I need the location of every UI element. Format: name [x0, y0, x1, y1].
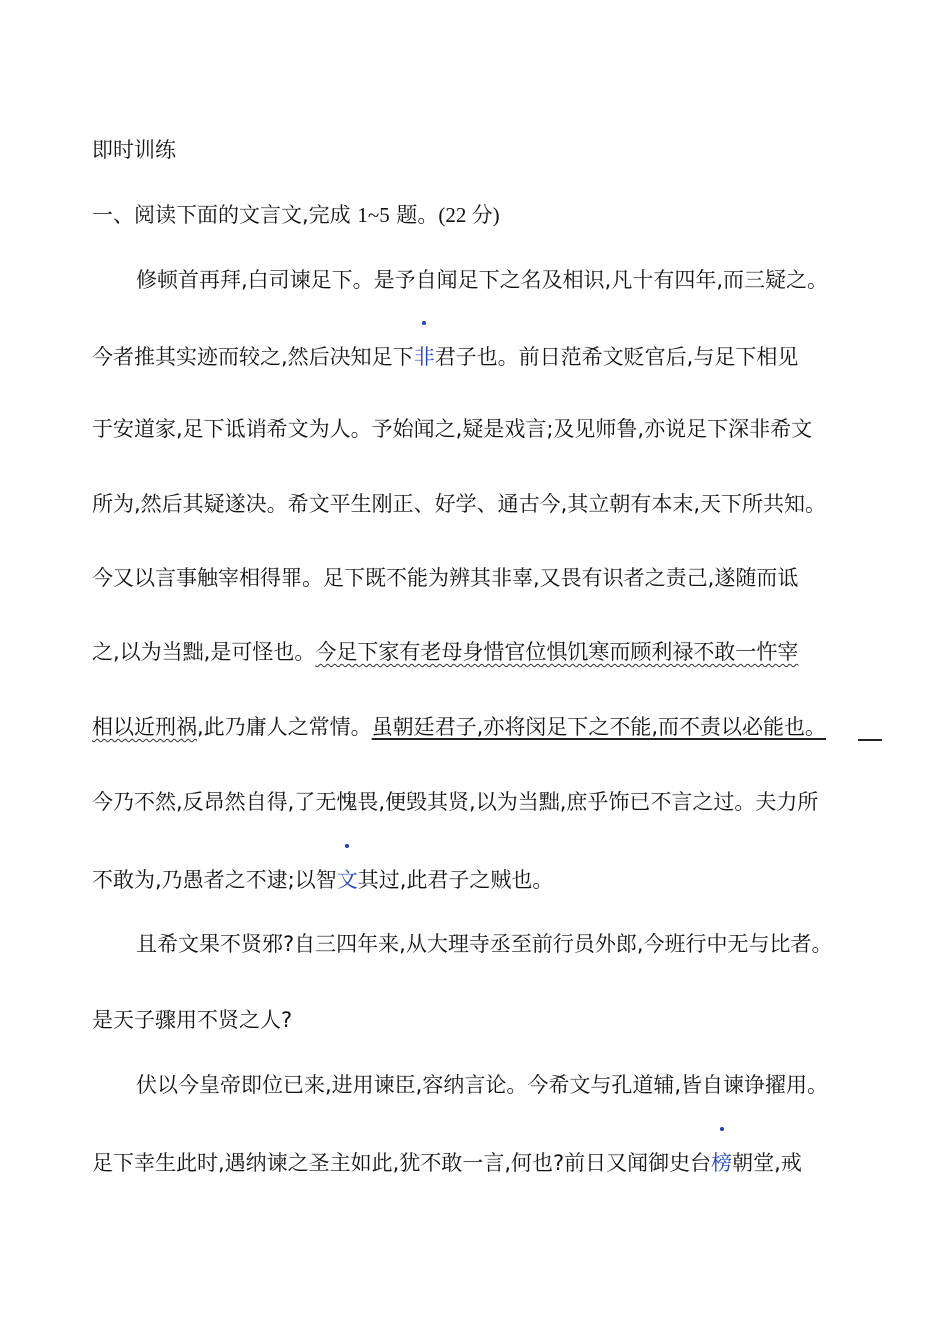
emphasis-mark-fei: [414, 343, 435, 371]
text-line-10: 且希文果不贤邪?自三四年来,从大理寺丞至前行员外郎,今班行中无与比者。: [136, 932, 833, 956]
text-line-13: [92, 1149, 802, 1177]
heading: 即时训练: [92, 138, 176, 162]
text-line-9: [92, 866, 553, 894]
question-range: 1~5: [357, 203, 390, 227]
text-line-7: [92, 713, 826, 741]
text-segment: 不敢为,乃愚者之不逮;以智: [92, 868, 337, 892]
emphasis-dot: [720, 1127, 724, 1131]
text-line-8: 今乃不然,反昂然自得,了无愧畏,便毁其贤,以为当黜,庶乎饰已不言之过。夫力所: [92, 790, 819, 814]
question-title: [92, 201, 500, 229]
emphasis-mark-bang: [711, 1149, 732, 1177]
text-segment: 其过,此君子之贼也。: [357, 868, 554, 892]
text-line-1: 修顿首再拜,白司谏足下。是予自闻足下之名及相识,凡十有四年,而三疑之。: [136, 268, 829, 292]
emphasis-char: 文: [336, 868, 358, 892]
question-prefix: 一、阅读下面的文言文,完成: [92, 203, 358, 227]
wavy-underlined-text: 今足下家有老母身惜官位惧饥寒而顾利禄不敢一忤宰: [315, 640, 799, 664]
question-score: (22 分): [438, 203, 500, 227]
emphasis-char: 非: [413, 345, 435, 369]
text-line-5: 今又以言事触宰相得罪。足下既不能为辨其非辜,又畏有识者之责己,遂随而诋: [92, 566, 799, 590]
text-segment: 朝堂,戒: [732, 1151, 802, 1175]
text-line-2: [92, 343, 798, 371]
text-segment: 君子也。前日范希文贬官后,与足下相见: [434, 345, 799, 369]
underlined-sentence: 虽朝廷君子,亦将闵足下之不能,而不责以必能也。: [371, 715, 827, 739]
wavy-underlined-text: 相以近刑祸: [92, 715, 197, 739]
text-line-11: 是天子骤用不贤之人?: [92, 1008, 293, 1032]
emphasis-dot: [422, 321, 426, 325]
text-segment: ,此乃庸人之常情。: [197, 715, 372, 739]
text-segment: 之,以为当黜,是可怪也。: [92, 640, 316, 664]
text-line-3: 于安道家,足下诋诮希文为人。予始闻之,疑是戏言;及见师鲁,亦说足下深非希文: [92, 417, 813, 441]
emphasis-char: 榜: [711, 1151, 733, 1175]
text-segment: 今者推其实迹而较之,然后决知足下: [92, 345, 414, 369]
question-mid: 题。: [389, 203, 439, 227]
emphasis-dot: [345, 844, 349, 848]
text-line-6: [92, 638, 798, 666]
underline-extension: [858, 739, 882, 741]
text-line-12: 伏以今皇帝即位已来,进用谏臣,容纳言论。今希文与孔道辅,皆自谏诤擢用。: [136, 1073, 829, 1097]
text-segment: 足下幸生此时,遇纳谏之圣主如此,犹不敢一言,何也?前日又闻御史台: [92, 1151, 712, 1175]
emphasis-mark-wen: [337, 866, 358, 894]
text-line-4: 所为,然后其疑遂决。希文平生刚正、好学、通古今,其立朝有本末,天下所共知。: [92, 492, 827, 516]
